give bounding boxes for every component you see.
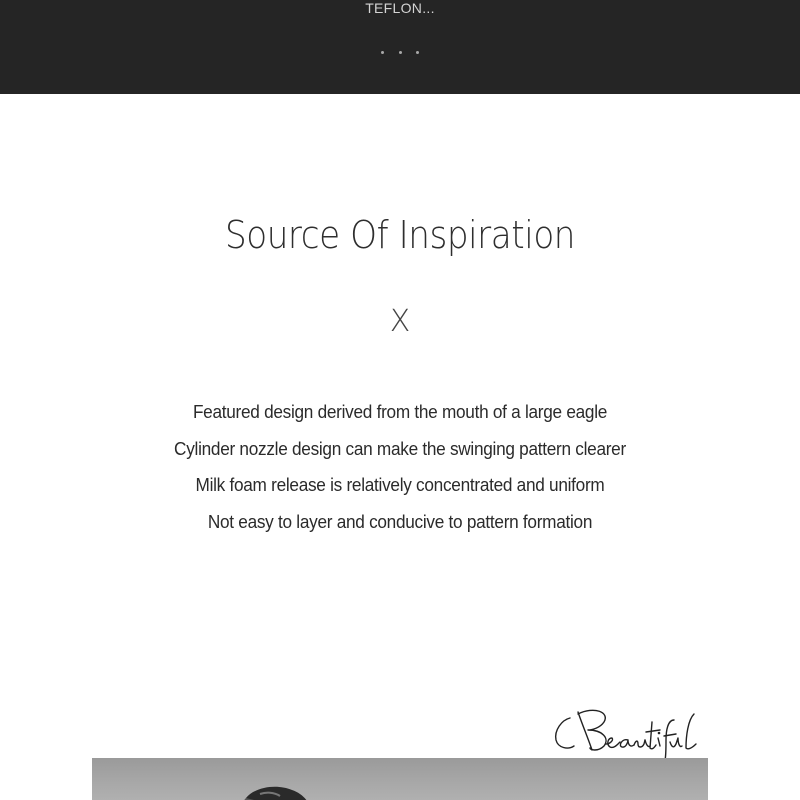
eagle-photo bbox=[92, 758, 708, 800]
feature-line: Not easy to layer and conducive to pattern formation bbox=[207, 510, 593, 532]
feature-description bbox=[0, 394, 800, 540]
dot-icon bbox=[381, 51, 384, 54]
feature-line: Featured design derived from the mouth of a large eagle bbox=[192, 401, 608, 422]
section-heading: Source Of Inspiration bbox=[224, 213, 576, 257]
top-bar bbox=[0, 0, 800, 94]
divider-x-mark: X bbox=[389, 304, 411, 339]
dot-icon bbox=[399, 51, 402, 54]
eagle-head-image bbox=[242, 780, 316, 800]
dot-icon bbox=[416, 51, 419, 54]
feature-line: Cylinder nozzle design can make the swinging pattern clearer bbox=[174, 437, 626, 459]
top-bar-title: TEFLON... bbox=[365, 0, 435, 16]
ellipsis-dots bbox=[0, 51, 800, 69]
feature-line: Milk foam release is relatively concentrated and uniform bbox=[195, 474, 605, 495]
